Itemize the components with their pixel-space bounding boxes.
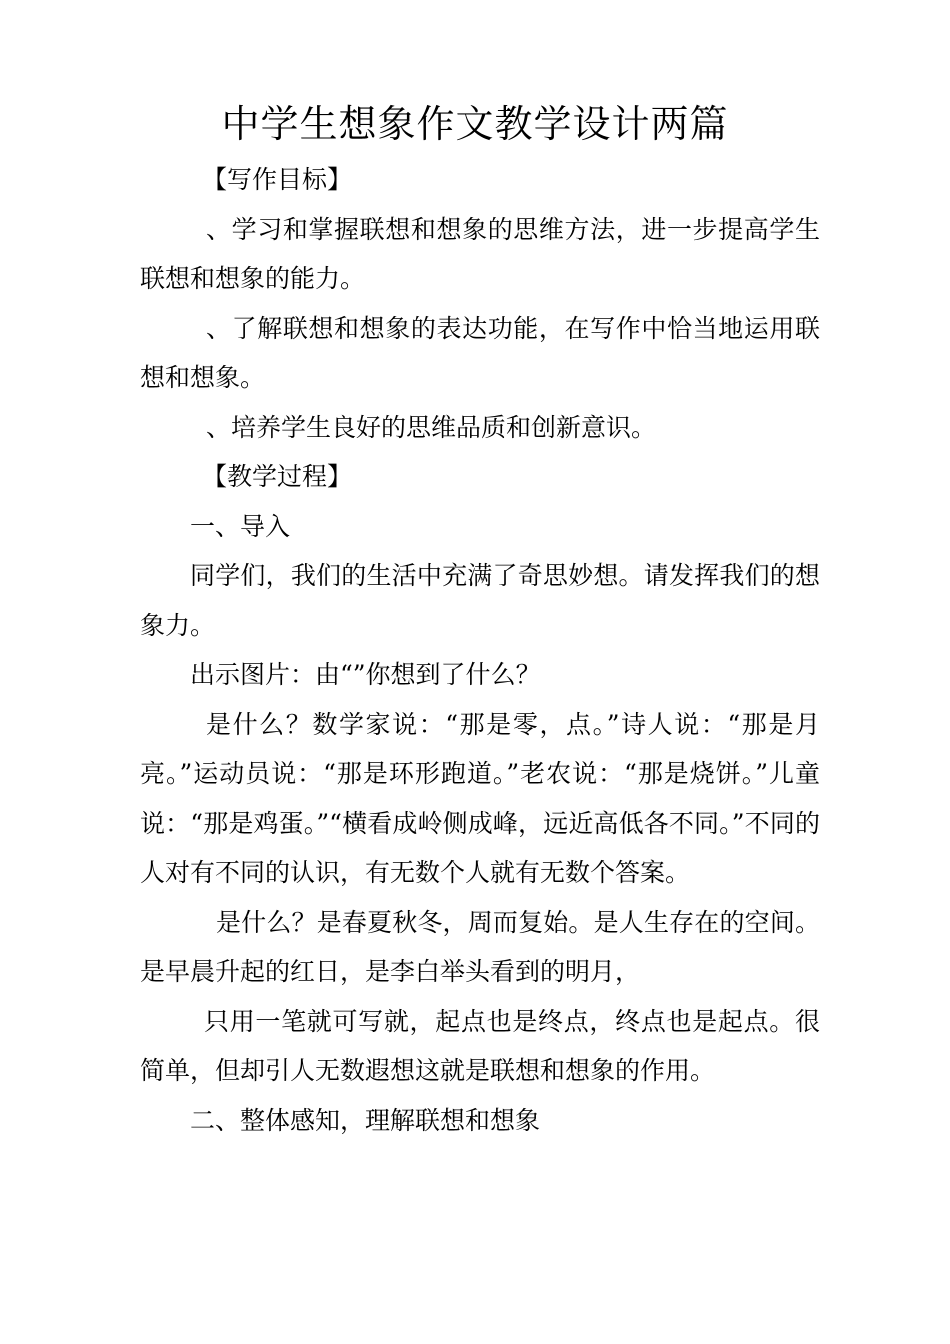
- section-heading-teaching-process: 【教学过程】: [202, 462, 353, 491]
- section-heading-writing-goals: 【写作目标】: [202, 165, 353, 194]
- goal-item-3: 、培养学生良好的思维品质和创新意识。: [206, 412, 657, 442]
- goal-item-1: 、学习和掌握联想和想象的思维方法，进一步提高学生联想和想象的能力。: [140, 214, 820, 293]
- paragraph-seasons: 是什么？是春夏秋冬，周而复始。是人生存在的空间。是早晨升起的红日，是李白举头看到的明月，: [140, 907, 820, 986]
- goal-item-2: 、了解联想和想象的表达功能，在写作中恰当地运用联想和想象。: [140, 313, 820, 392]
- paragraph-one-stroke: 只用一笔就可写就，起点也是终点，终点也是起点。很简单，但却引人无数遐想这就是联想和想象的作用。: [140, 1006, 820, 1085]
- paragraph-answers: 是什么？数学家说：“那是零，点。”诗人说：“那是月亮。”运动员说：“那是环形跑道。”老农说：“那是烧饼。”儿童说：“那是鸡蛋。”“横看成岭侧成峰，远近高低各不同。”不同的人对有不同的认识，有无数个人就有无数个答案。: [140, 709, 820, 887]
- document-body: [140, 155, 820, 1145]
- subsection-heading-intro: 一、导入: [190, 511, 291, 541]
- paragraph-show-picture: 出示图片：由“”你想到了什么？: [190, 660, 541, 689]
- paragraph-intro: 同学们，我们的生活中充满了奇思妙想。请发挥我们的想象力。: [140, 561, 820, 640]
- document-title: 中学生想象作文教学设计两篇: [221, 102, 729, 146]
- subsection-heading-perception: 二、整体感知，理解联想和想象: [190, 1105, 541, 1135]
